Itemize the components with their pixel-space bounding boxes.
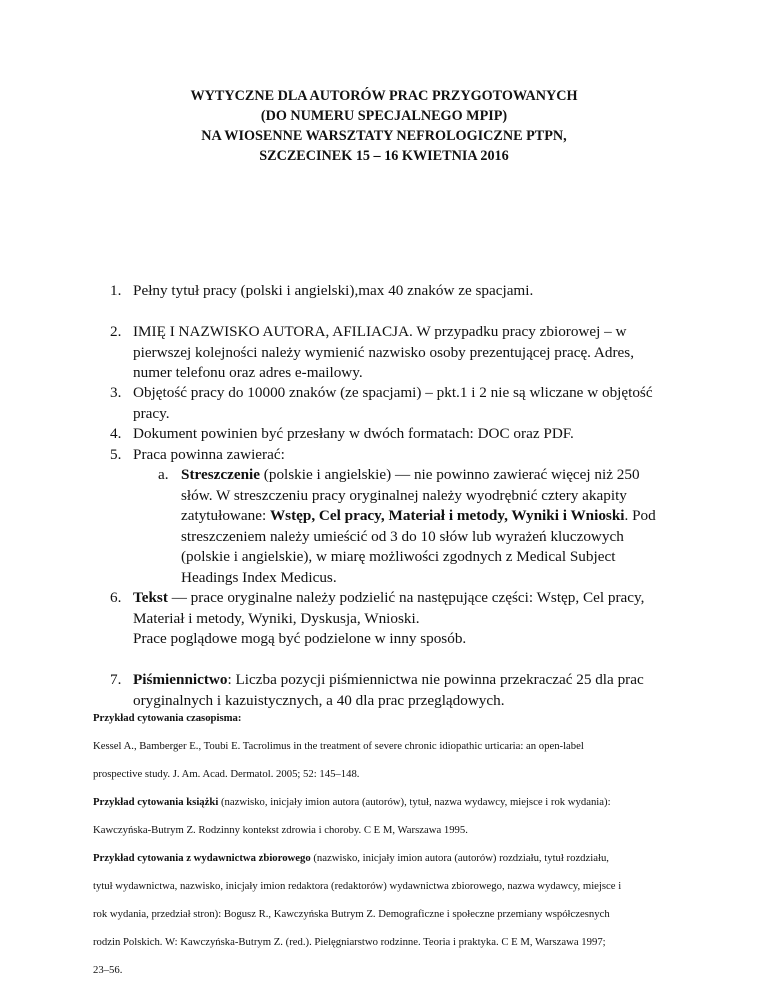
- list-item-text: zatytułowane:: [181, 507, 270, 524]
- list-item-text: pierwszej kolejności należy wymienić nazwisko osoby prezentującej pracę. Adres,: [133, 343, 635, 361]
- list-item-text: Praca powinna zawierać:: [133, 446, 285, 463]
- title-line-1: WYTYCZNE DLA AUTORÓW PRAC PRZYGOTOWANYCH: [190, 88, 578, 104]
- example-heading: Przykład cytowania z wydawnictwa zbiorowego: [93, 852, 311, 864]
- list-item-7: [110, 670, 644, 711]
- list-number: 5.: [110, 446, 122, 463]
- collection-example-line: 23–56.: [93, 964, 123, 976]
- list-item-text: (polskie i angielskie) — nie powinno zawierać więcej niż 250: [260, 466, 640, 483]
- book-example-line: Kawczyńska-Butrym Z. Rodzinny kontekst zdrowia i choroby. C E M, Warszawa 1995.: [93, 824, 468, 836]
- list-subitem-a: [158, 465, 656, 588]
- list-item-6: [110, 588, 644, 650]
- list-number: 1.: [110, 282, 122, 299]
- list-number: 3.: [110, 384, 122, 401]
- list-number: 6.: [110, 589, 122, 606]
- list-item-text: numer telefonu oraz adres e-mailowy.: [133, 364, 363, 381]
- list-item-4: [110, 424, 574, 445]
- list-item-5: [110, 445, 285, 466]
- list-item-text: streszczeniem należy umieścić od 3 do 10 słów lub wyrażeń kluczowych: [181, 527, 624, 545]
- list-item-text: (polskie i angielskie), w miarę możliwości zgodnych z Medical Subject: [181, 548, 616, 565]
- collection-example-line: rodzin Polskich. W: Kawczyńska-Butrym Z. (red.). Pielęgniarstwo rodzinne. Teoria i praktyka. C E M, Warszawa 1997;: [93, 936, 606, 948]
- list-item-text: Objętość pracy do 10000 znaków (ze spacjami) – pkt.1 i 2 nie są wliczane w objętość: [133, 384, 653, 401]
- list-item-text: . Pod: [624, 507, 656, 524]
- example-heading: Przykład cytowania książki: [93, 796, 219, 808]
- document-title: [110, 86, 658, 166]
- book-example-heading: [93, 795, 611, 809]
- term-bold: Tekst: [133, 589, 168, 606]
- example-desc: (nazwisko, inicjały imion autora (autorów), tytuł, nazwa wydawcy, miejsce i rok wydania):: [218, 796, 611, 808]
- collection-example-line: rok wydania, przedział stron): Bogusz R., Kawczyńska Butrym Z. Demograficzne i społeczne przemiany współczesnych: [93, 908, 610, 920]
- list-item-text: Prace poglądowe mogą być podzielone w inny sposób.: [133, 630, 467, 647]
- title-line-2: (DO NUMERU SPECJALNEGO MPIP): [260, 108, 508, 124]
- list-item-2: [110, 322, 634, 384]
- list-item-text: — prace oryginalne należy podzielić na następujące części: Wstęp, Cel pracy,: [167, 589, 645, 606]
- list-item-text: Dokument powinien być przesłany w dwóch formatach: DOC oraz PDF.: [133, 425, 574, 442]
- list-item-text: pracy.: [133, 404, 170, 422]
- list-number: a.: [158, 466, 169, 483]
- list-number: 4.: [110, 425, 122, 442]
- journal-example-heading: [93, 711, 241, 725]
- list-item-text: IMIĘ I NAZWISKO AUTORA, AFILIACJA. W przypadku pracy zbiorowej – w: [133, 323, 627, 340]
- list-number: 7.: [110, 671, 122, 688]
- list-item-1: [110, 281, 533, 302]
- list-item-text: Pełny tytuł pracy (polski i angielski),max 40 znaków ze spacjami.: [133, 282, 534, 299]
- list-number: 2.: [110, 323, 122, 340]
- term-bold: Wstęp, Cel pracy, Materiał i metody, Wyniki i Wnioski: [269, 507, 625, 524]
- list-item-text: słów. W streszczeniu pracy oryginalnej należy wyodrębnić cztery akapity: [181, 486, 627, 504]
- journal-example-line: prospective study. J. Am. Acad. Dermatol. 2005; 52: 145–148.: [93, 768, 360, 780]
- title-line-3: NA WIOSENNE WARSZTATY NEFROLOGICZNE PTPN,: [201, 128, 567, 144]
- term-bold: Piśmiennictwo: [133, 671, 228, 688]
- term-bold: Streszczenie: [181, 466, 260, 483]
- example-heading: Przykład cytowania czasopisma:: [93, 712, 242, 724]
- list-item-3: [110, 383, 653, 424]
- list-item-text: : Liczba pozycji piśmiennictwa nie powinna przekraczać 25 dla prac: [227, 671, 644, 688]
- journal-example-line: Kessel A., Bamberger E., Toubi E. Tacrolimus in the treatment of severe chronic idiopathic urticaria: an open-label: [93, 740, 584, 752]
- list-item-text: oryginalnych i kazuistycznych, a 40 dla prac przeglądowych.: [133, 691, 505, 709]
- example-desc: (nazwisko, inicjały imion autora (autorów) rozdziału, tytuł rozdziału,: [310, 852, 609, 864]
- collection-example-line: tytuł wydawnictwa, nazwisko, inicjały imion redaktora (redaktorów) wydawnictwa zbiorowego, nazwa wydawcy, miejsce i: [93, 880, 622, 892]
- collection-example-heading: [93, 851, 609, 865]
- title-line-4: SZCZECINEK 15 – 16 KWIETNIA 2016: [259, 148, 509, 164]
- list-item-text: Materiał i metody, Wyniki, Dyskusja, Wnioski.: [133, 609, 420, 627]
- list-item-text: Headings Index Medicus.: [181, 568, 337, 586]
